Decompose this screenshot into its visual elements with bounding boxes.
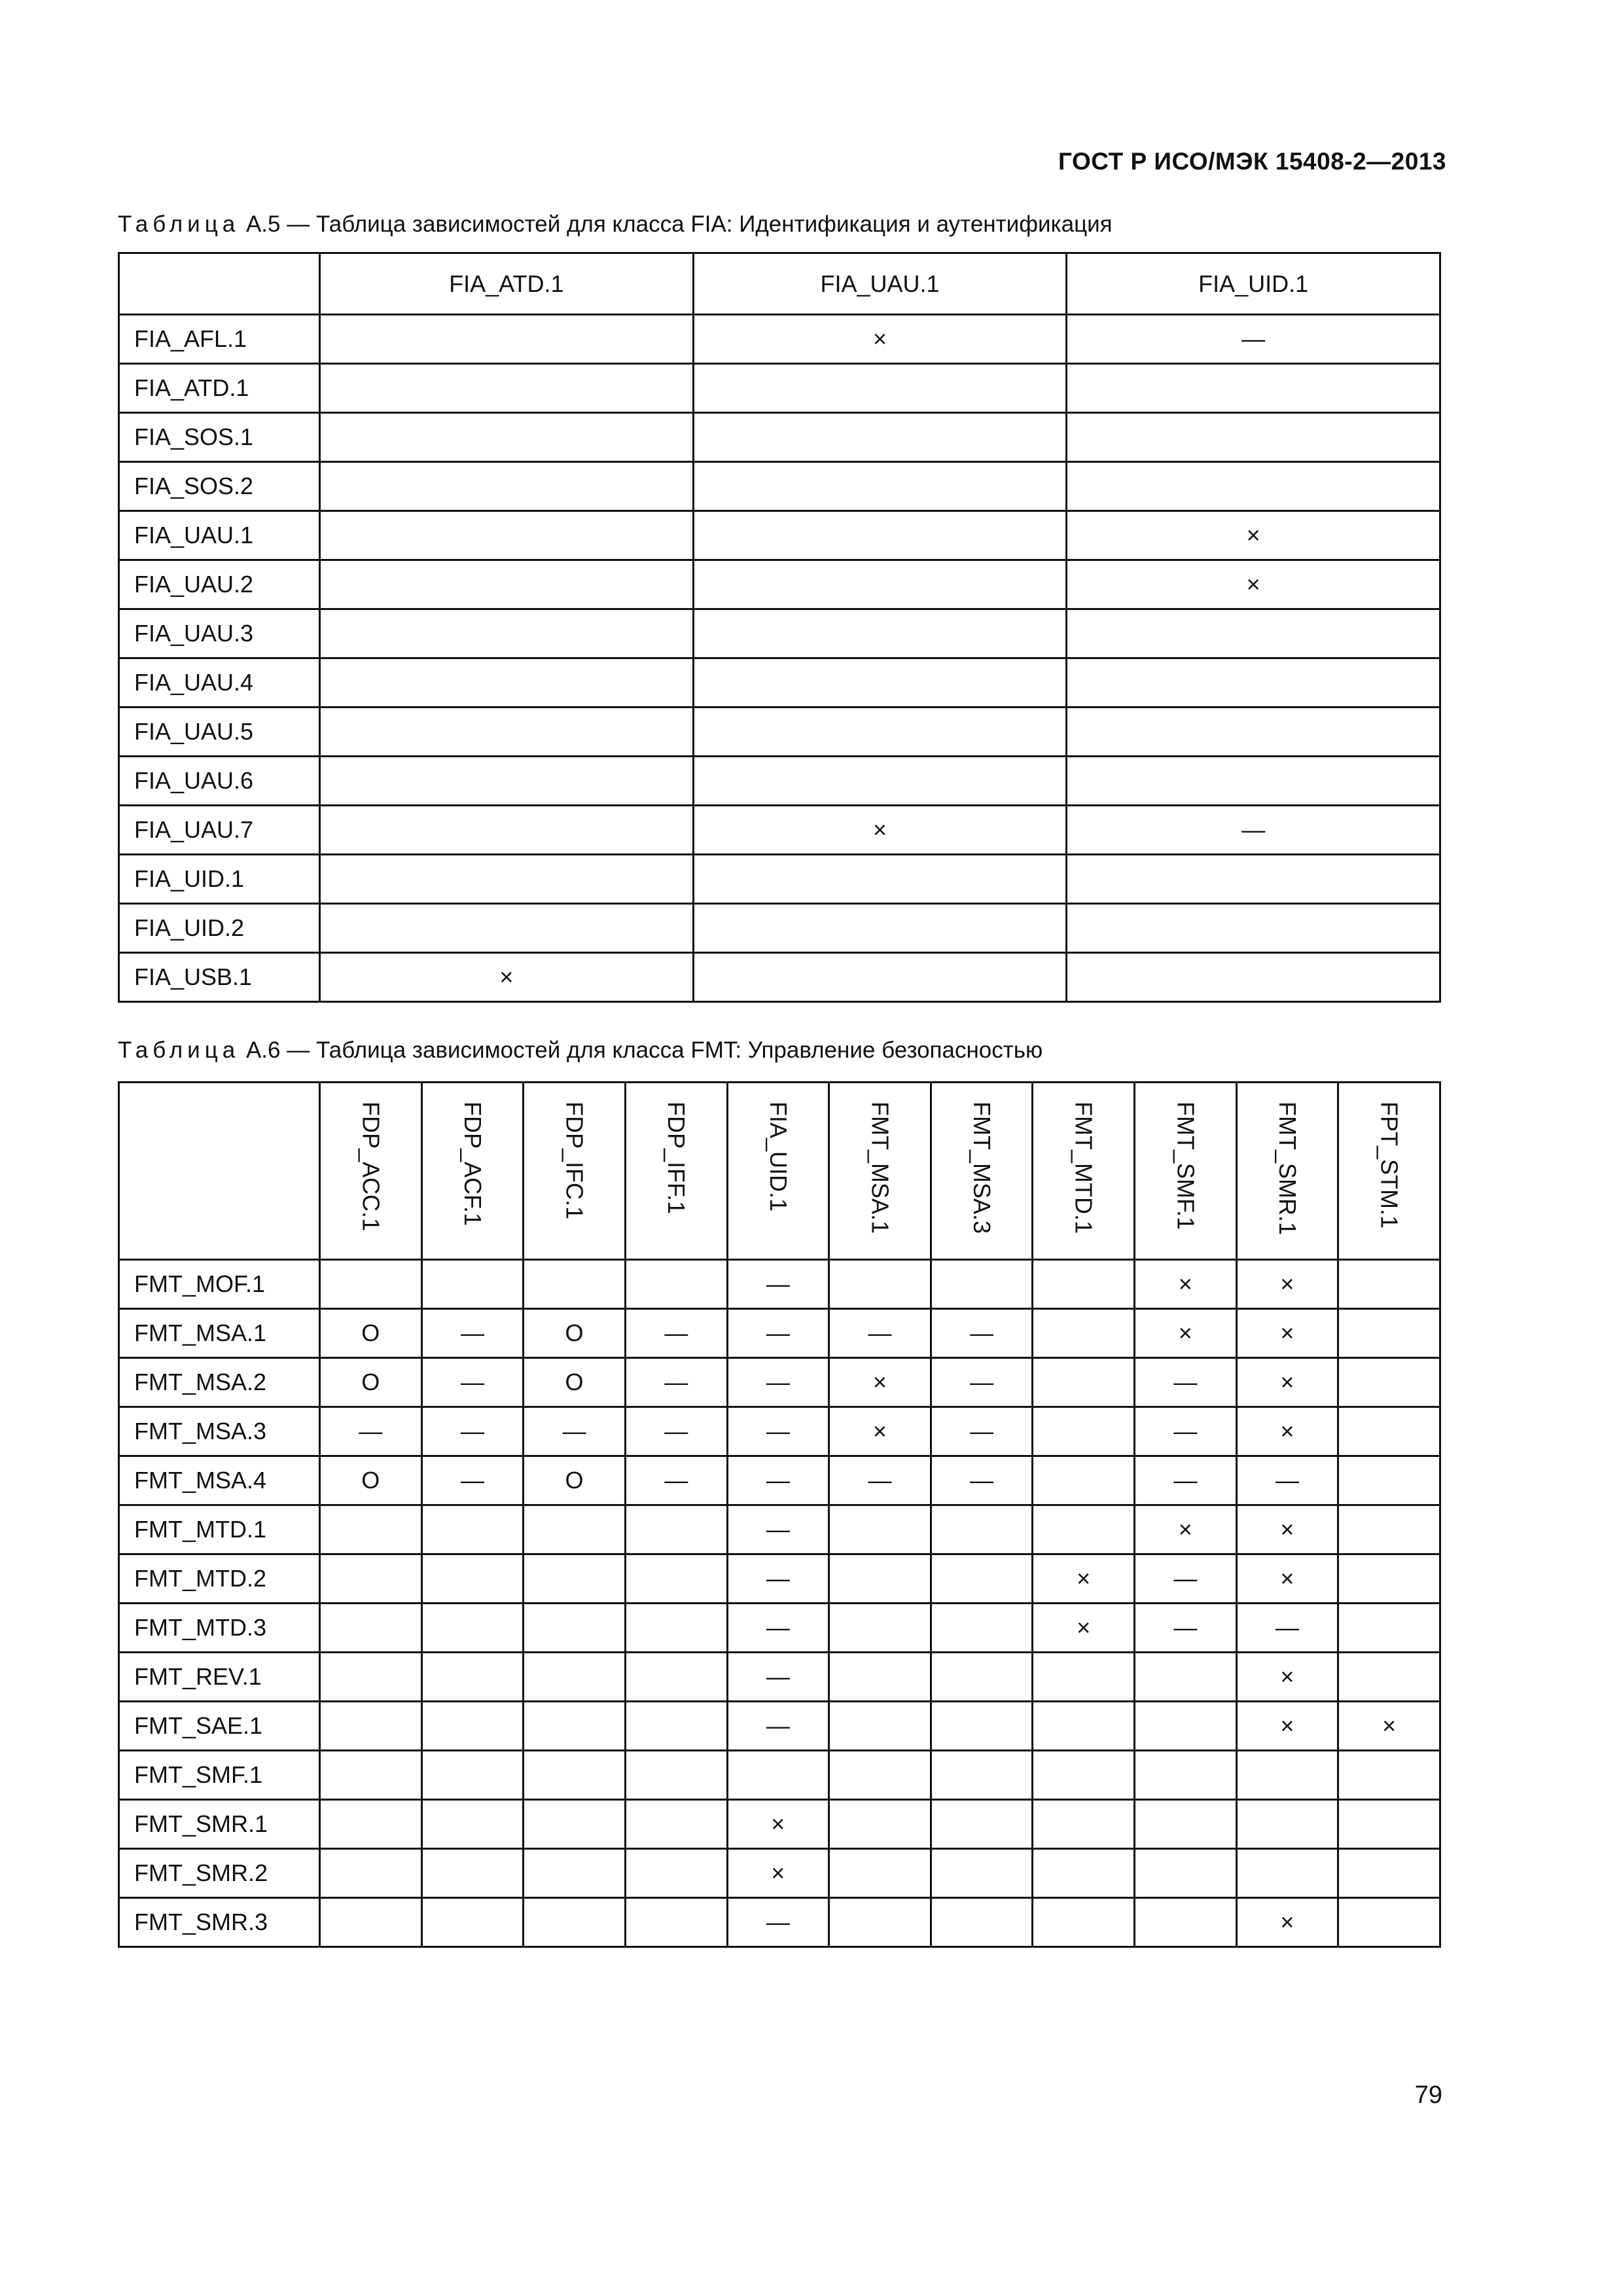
dependency-cell bbox=[1067, 757, 1440, 806]
dependency-cell: × bbox=[1067, 511, 1440, 560]
dependency-cell: О bbox=[524, 1309, 626, 1358]
column-header-label: FMT_SMF.1 bbox=[1172, 1102, 1200, 1230]
dependency-cell bbox=[625, 1505, 727, 1554]
dependency-cell bbox=[1033, 1800, 1135, 1849]
table-row bbox=[119, 511, 1440, 560]
dependency-cell bbox=[625, 1554, 727, 1604]
dependency-cell: — bbox=[1135, 1554, 1237, 1604]
dependency-cell bbox=[320, 315, 694, 364]
row-header: FMT_MSA.4 bbox=[119, 1456, 320, 1505]
dependency-cell: — bbox=[524, 1407, 626, 1456]
dependency-cell: × bbox=[1338, 1702, 1440, 1751]
dependency-cell bbox=[625, 1604, 727, 1653]
dependency-cell: × bbox=[829, 1358, 931, 1407]
dependency-cell bbox=[421, 1604, 524, 1653]
column-header-label: FMT_MTD.1 bbox=[1070, 1102, 1097, 1234]
dependency-cell bbox=[1236, 1751, 1338, 1800]
dependency-cell: — bbox=[727, 1604, 829, 1653]
dependency-cell bbox=[1033, 1849, 1135, 1898]
table-a6-header-row bbox=[119, 1083, 1440, 1260]
row-header: FMT_MTD.3 bbox=[119, 1604, 320, 1653]
dependency-cell bbox=[1067, 462, 1440, 511]
table-a6-caption-word: Таблица bbox=[118, 1037, 240, 1063]
dependency-cell bbox=[1033, 1751, 1135, 1800]
column-header: FIA_UID.1 bbox=[1067, 253, 1440, 315]
table-row bbox=[119, 364, 1440, 413]
dependency-cell bbox=[931, 1653, 1033, 1702]
column-header bbox=[320, 1083, 422, 1260]
dependency-cell bbox=[320, 609, 694, 658]
table-row bbox=[119, 1407, 1440, 1456]
dependency-cell bbox=[829, 1554, 931, 1604]
table-row bbox=[119, 1898, 1440, 1947]
dependency-cell bbox=[931, 1554, 1033, 1604]
dependency-cell bbox=[1135, 1800, 1237, 1849]
table-row bbox=[119, 315, 1440, 364]
dependency-cell: — bbox=[829, 1456, 931, 1505]
document-standard-header: ГОСТ Р ИСО/МЭК 15408-2—2013 bbox=[1058, 148, 1446, 175]
dependency-cell bbox=[421, 1702, 524, 1751]
row-header: FMT_SMR.1 bbox=[119, 1800, 320, 1849]
dependency-cell bbox=[421, 1800, 524, 1849]
dependency-cell: — bbox=[625, 1358, 727, 1407]
table-row bbox=[119, 1849, 1440, 1898]
dependency-cell bbox=[320, 806, 694, 855]
column-header: FIA_UAU.1 bbox=[693, 253, 1067, 315]
dependency-cell: × bbox=[829, 1407, 931, 1456]
dependency-cell: × bbox=[1236, 1505, 1338, 1554]
dependency-cell: — bbox=[727, 1702, 829, 1751]
column-header bbox=[931, 1083, 1033, 1260]
dependency-cell bbox=[693, 413, 1067, 462]
table-row bbox=[119, 1554, 1440, 1604]
column-header: FIA_ATD.1 bbox=[320, 253, 694, 315]
table-row bbox=[119, 953, 1440, 1002]
dependency-cell bbox=[829, 1800, 931, 1849]
dependency-cell: О bbox=[524, 1456, 626, 1505]
table-row bbox=[119, 855, 1440, 904]
dependency-cell: — bbox=[1067, 315, 1440, 364]
dependency-cell: — bbox=[931, 1358, 1033, 1407]
row-header: FIA_UAU.4 bbox=[119, 658, 320, 708]
dependency-cell: — bbox=[421, 1309, 524, 1358]
table-row bbox=[119, 1653, 1440, 1702]
table-row bbox=[119, 1309, 1440, 1358]
dependency-cell bbox=[1236, 1800, 1338, 1849]
dependency-cell bbox=[320, 1554, 422, 1604]
dependency-cell: — bbox=[727, 1653, 829, 1702]
dependency-cell bbox=[320, 1505, 422, 1554]
dependency-cell bbox=[320, 1849, 422, 1898]
dependency-cell: × bbox=[1236, 1407, 1338, 1456]
dependency-cell: — bbox=[625, 1407, 727, 1456]
column-header bbox=[1236, 1083, 1338, 1260]
table-row bbox=[119, 658, 1440, 708]
table-a6-body bbox=[119, 1260, 1440, 1947]
table-a5 bbox=[118, 252, 1441, 1003]
table-a5-caption-word: Таблица bbox=[118, 211, 240, 237]
column-header bbox=[1135, 1083, 1237, 1260]
dependency-cell: — bbox=[320, 1407, 422, 1456]
dependency-cell bbox=[1033, 1456, 1135, 1505]
dependency-cell bbox=[1236, 1849, 1338, 1898]
dependency-cell bbox=[320, 1898, 422, 1947]
dependency-cell: — bbox=[421, 1358, 524, 1407]
dependency-cell: — bbox=[727, 1554, 829, 1604]
dependency-cell bbox=[931, 1849, 1033, 1898]
dependency-cell bbox=[524, 1505, 626, 1554]
dependency-cell bbox=[1067, 413, 1440, 462]
table-row bbox=[119, 1751, 1440, 1800]
dependency-cell bbox=[320, 904, 694, 953]
dependency-cell bbox=[1033, 1505, 1135, 1554]
dependency-cell bbox=[693, 609, 1067, 658]
dependency-cell: О bbox=[320, 1358, 422, 1407]
dependency-cell bbox=[931, 1800, 1033, 1849]
dependency-cell: О bbox=[524, 1358, 626, 1407]
dependency-cell: × bbox=[1067, 560, 1440, 609]
dependency-cell bbox=[1033, 1898, 1135, 1947]
dependency-cell: × bbox=[1135, 1309, 1237, 1358]
dependency-cell: — bbox=[829, 1309, 931, 1358]
table-row bbox=[119, 560, 1440, 609]
dependency-cell bbox=[524, 1898, 626, 1947]
table-row bbox=[119, 609, 1440, 658]
dependency-cell: × bbox=[727, 1849, 829, 1898]
dependency-cell bbox=[421, 1849, 524, 1898]
dependency-cell: × bbox=[1033, 1554, 1135, 1604]
dependency-cell bbox=[625, 1702, 727, 1751]
dependency-cell: — bbox=[421, 1407, 524, 1456]
dependency-cell bbox=[931, 1751, 1033, 1800]
dependency-cell bbox=[1067, 953, 1440, 1002]
column-header-label: FDP_ACC.1 bbox=[357, 1102, 385, 1232]
dependency-cell: × bbox=[1033, 1604, 1135, 1653]
dependency-cell bbox=[1338, 1800, 1440, 1849]
dependency-cell bbox=[1338, 1751, 1440, 1800]
dependency-cell bbox=[1135, 1751, 1237, 1800]
dependency-cell: × bbox=[693, 806, 1067, 855]
table-row bbox=[119, 1800, 1440, 1849]
dependency-cell bbox=[320, 511, 694, 560]
column-header-label: FDP_IFC.1 bbox=[561, 1102, 588, 1220]
dependency-cell bbox=[829, 1702, 931, 1751]
table-row bbox=[119, 1505, 1440, 1554]
dependency-cell: — bbox=[727, 1456, 829, 1505]
dependency-cell: × bbox=[693, 315, 1067, 364]
dependency-cell: — bbox=[625, 1456, 727, 1505]
row-header: FIA_UAU.1 bbox=[119, 511, 320, 560]
dependency-cell: × bbox=[1236, 1898, 1338, 1947]
dependency-cell: — bbox=[727, 1898, 829, 1947]
row-header: FIA_UID.2 bbox=[119, 904, 320, 953]
dependency-cell: — bbox=[931, 1407, 1033, 1456]
dependency-cell bbox=[1033, 1260, 1135, 1309]
dependency-cell bbox=[1338, 1604, 1440, 1653]
table-row bbox=[119, 1456, 1440, 1505]
dependency-cell bbox=[320, 708, 694, 757]
dependency-cell bbox=[693, 855, 1067, 904]
dependency-cell bbox=[693, 953, 1067, 1002]
dependency-cell bbox=[1135, 1702, 1237, 1751]
dependency-cell: — bbox=[1067, 806, 1440, 855]
column-header bbox=[524, 1083, 626, 1260]
dependency-cell bbox=[931, 1604, 1033, 1653]
dependency-cell bbox=[727, 1751, 829, 1800]
column-header-label: FIA_UID.1 bbox=[764, 1102, 792, 1212]
dependency-cell bbox=[1033, 1358, 1135, 1407]
dependency-cell: — bbox=[1135, 1407, 1237, 1456]
table-row bbox=[119, 413, 1440, 462]
dependency-cell bbox=[320, 1800, 422, 1849]
column-header bbox=[829, 1083, 931, 1260]
dependency-cell bbox=[693, 757, 1067, 806]
dependency-cell: — bbox=[727, 1358, 829, 1407]
row-header: FMT_MSA.1 bbox=[119, 1309, 320, 1358]
row-header: FIA_UAU.5 bbox=[119, 708, 320, 757]
dependency-cell: × bbox=[1236, 1554, 1338, 1604]
dependency-cell bbox=[1067, 364, 1440, 413]
column-header bbox=[727, 1083, 829, 1260]
dependency-cell bbox=[320, 364, 694, 413]
dependency-cell: — bbox=[727, 1505, 829, 1554]
dependency-cell bbox=[421, 1505, 524, 1554]
dependency-cell bbox=[829, 1751, 931, 1800]
column-header bbox=[421, 1083, 524, 1260]
dependency-cell: — bbox=[727, 1309, 829, 1358]
dependency-cell: × bbox=[1236, 1260, 1338, 1309]
column-header-label: FMT_MSA.3 bbox=[969, 1102, 996, 1234]
dependency-cell bbox=[693, 462, 1067, 511]
corner-header-cell bbox=[119, 1083, 320, 1260]
dependency-cell bbox=[1135, 1898, 1237, 1947]
dependency-cell bbox=[524, 1800, 626, 1849]
table-row bbox=[119, 708, 1440, 757]
dependency-cell bbox=[320, 757, 694, 806]
dependency-cell bbox=[524, 1554, 626, 1604]
dependency-cell bbox=[421, 1554, 524, 1604]
table-row bbox=[119, 1702, 1440, 1751]
dependency-cell bbox=[625, 1260, 727, 1309]
dependency-cell bbox=[524, 1849, 626, 1898]
dependency-cell bbox=[829, 1653, 931, 1702]
dependency-cell: × bbox=[1236, 1309, 1338, 1358]
dependency-cell bbox=[829, 1849, 931, 1898]
dependency-cell bbox=[320, 658, 694, 708]
dependency-cell bbox=[693, 904, 1067, 953]
dependency-cell bbox=[625, 1849, 727, 1898]
dependency-cell: — bbox=[1135, 1604, 1237, 1653]
dependency-cell bbox=[320, 1260, 422, 1309]
dependency-cell bbox=[931, 1505, 1033, 1554]
dependency-cell bbox=[1033, 1653, 1135, 1702]
dependency-cell bbox=[1338, 1358, 1440, 1407]
row-header: FIA_SOS.1 bbox=[119, 413, 320, 462]
dependency-cell bbox=[1338, 1407, 1440, 1456]
row-header: FIA_UAU.3 bbox=[119, 609, 320, 658]
dependency-cell bbox=[320, 855, 694, 904]
dependency-cell bbox=[320, 462, 694, 511]
row-header: FMT_MTD.2 bbox=[119, 1554, 320, 1604]
column-header bbox=[1033, 1083, 1135, 1260]
column-header-label: FMT_MSA.1 bbox=[866, 1102, 894, 1234]
table-a6-caption-text: А.6 — Таблица зависимостей для класса FMT: Управление безопасностью bbox=[240, 1037, 1043, 1063]
dependency-cell bbox=[1338, 1849, 1440, 1898]
row-header: FMT_MSA.3 bbox=[119, 1407, 320, 1456]
table-row bbox=[119, 462, 1440, 511]
column-header bbox=[625, 1083, 727, 1260]
column-header-label: FDP_ACF.1 bbox=[459, 1102, 486, 1227]
row-header: FMT_SAE.1 bbox=[119, 1702, 320, 1751]
dependency-cell bbox=[524, 1260, 626, 1309]
dependency-cell bbox=[1067, 708, 1440, 757]
column-header-label: FPT_STM.1 bbox=[1376, 1102, 1403, 1229]
row-header: FMT_MSA.2 bbox=[119, 1358, 320, 1407]
row-header: FMT_MTD.1 bbox=[119, 1505, 320, 1554]
dependency-cell bbox=[1067, 904, 1440, 953]
dependency-cell bbox=[1067, 658, 1440, 708]
dependency-cell bbox=[320, 1604, 422, 1653]
dependency-cell bbox=[320, 413, 694, 462]
dependency-cell bbox=[421, 1260, 524, 1309]
dependency-cell bbox=[1135, 1653, 1237, 1702]
dependency-cell bbox=[1033, 1407, 1135, 1456]
dependency-cell bbox=[320, 1653, 422, 1702]
dependency-cell: — bbox=[727, 1407, 829, 1456]
dependency-cell: — bbox=[1135, 1456, 1237, 1505]
dependency-cell bbox=[693, 560, 1067, 609]
row-header: FIA_UAU.7 bbox=[119, 806, 320, 855]
dependency-cell bbox=[1067, 609, 1440, 658]
dependency-cell: × bbox=[727, 1800, 829, 1849]
dependency-cell bbox=[625, 1751, 727, 1800]
dependency-cell bbox=[829, 1604, 931, 1653]
dependency-cell bbox=[1338, 1260, 1440, 1309]
dependency-cell bbox=[931, 1260, 1033, 1309]
table-row bbox=[119, 806, 1440, 855]
row-header: FMT_SMR.2 bbox=[119, 1849, 320, 1898]
dependency-cell: О bbox=[320, 1309, 422, 1358]
dependency-cell bbox=[1135, 1849, 1237, 1898]
dependency-cell bbox=[1067, 855, 1440, 904]
dependency-cell: — bbox=[1236, 1604, 1338, 1653]
dependency-cell bbox=[524, 1751, 626, 1800]
dependency-cell bbox=[693, 364, 1067, 413]
dependency-cell bbox=[1033, 1702, 1135, 1751]
dependency-cell: — bbox=[1135, 1358, 1237, 1407]
dependency-cell bbox=[829, 1260, 931, 1309]
row-header: FIA_ATD.1 bbox=[119, 364, 320, 413]
row-header: FMT_SMF.1 bbox=[119, 1751, 320, 1800]
table-row bbox=[119, 1358, 1440, 1407]
dependency-cell bbox=[320, 1751, 422, 1800]
dependency-cell bbox=[931, 1898, 1033, 1947]
column-header bbox=[1338, 1083, 1440, 1260]
dependency-cell: О bbox=[320, 1456, 422, 1505]
table-a5-caption bbox=[118, 211, 1113, 238]
dependency-cell bbox=[625, 1898, 727, 1947]
dependency-cell bbox=[1033, 1309, 1135, 1358]
dependency-cell bbox=[1338, 1505, 1440, 1554]
dependency-cell bbox=[931, 1702, 1033, 1751]
dependency-cell bbox=[625, 1800, 727, 1849]
dependency-cell: — bbox=[625, 1309, 727, 1358]
dependency-cell bbox=[421, 1898, 524, 1947]
table-a5-body bbox=[119, 315, 1440, 1002]
dependency-cell: × bbox=[1236, 1702, 1338, 1751]
dependency-cell bbox=[524, 1653, 626, 1702]
table-a5-caption-text: А.5 — Таблица зависимостей для класса FIA: Идентификация и аутентификация bbox=[240, 211, 1113, 237]
table-a5-header-row bbox=[119, 253, 1440, 315]
column-header-label: FDP_IFF.1 bbox=[663, 1102, 690, 1215]
dependency-cell: × bbox=[1135, 1505, 1237, 1554]
dependency-cell: × bbox=[320, 953, 694, 1002]
dependency-cell bbox=[1338, 1653, 1440, 1702]
corner-header-cell bbox=[119, 253, 320, 315]
dependency-cell bbox=[421, 1751, 524, 1800]
dependency-cell bbox=[693, 511, 1067, 560]
table-row bbox=[119, 1604, 1440, 1653]
table-row bbox=[119, 1260, 1440, 1309]
dependency-cell bbox=[1338, 1898, 1440, 1947]
row-header: FIA_SOS.2 bbox=[119, 462, 320, 511]
row-header: FMT_SMR.3 bbox=[119, 1898, 320, 1947]
dependency-cell: — bbox=[421, 1456, 524, 1505]
dependency-cell bbox=[320, 560, 694, 609]
dependency-cell bbox=[1338, 1456, 1440, 1505]
row-header: FMT_MOF.1 bbox=[119, 1260, 320, 1309]
dependency-cell bbox=[829, 1898, 931, 1947]
dependency-cell bbox=[1338, 1309, 1440, 1358]
dependency-cell: — bbox=[931, 1309, 1033, 1358]
dependency-cell: × bbox=[1236, 1653, 1338, 1702]
table-row bbox=[119, 757, 1440, 806]
row-header: FMT_REV.1 bbox=[119, 1653, 320, 1702]
row-header: FIA_UAU.6 bbox=[119, 757, 320, 806]
column-header-label: FMT_SMR.1 bbox=[1274, 1102, 1301, 1236]
row-header: FIA_UAU.2 bbox=[119, 560, 320, 609]
dependency-cell bbox=[1338, 1554, 1440, 1604]
row-header: FIA_AFL.1 bbox=[119, 315, 320, 364]
table-row bbox=[119, 904, 1440, 953]
row-header: FIA_UID.1 bbox=[119, 855, 320, 904]
dependency-cell bbox=[524, 1604, 626, 1653]
table-a6 bbox=[118, 1081, 1441, 1948]
dependency-cell: × bbox=[1135, 1260, 1237, 1309]
dependency-cell bbox=[829, 1505, 931, 1554]
table-a6-caption bbox=[118, 1037, 1043, 1064]
dependency-cell: — bbox=[1236, 1456, 1338, 1505]
dependency-cell bbox=[693, 708, 1067, 757]
dependency-cell bbox=[693, 658, 1067, 708]
dependency-cell bbox=[421, 1653, 524, 1702]
page-number: 79 bbox=[1414, 2081, 1442, 2109]
dependency-cell bbox=[320, 1702, 422, 1751]
dependency-cell: — bbox=[931, 1456, 1033, 1505]
row-header: FIA_USB.1 bbox=[119, 953, 320, 1002]
dependency-cell: — bbox=[727, 1260, 829, 1309]
dependency-cell: × bbox=[1236, 1358, 1338, 1407]
dependency-cell bbox=[524, 1702, 626, 1751]
dependency-cell bbox=[625, 1653, 727, 1702]
